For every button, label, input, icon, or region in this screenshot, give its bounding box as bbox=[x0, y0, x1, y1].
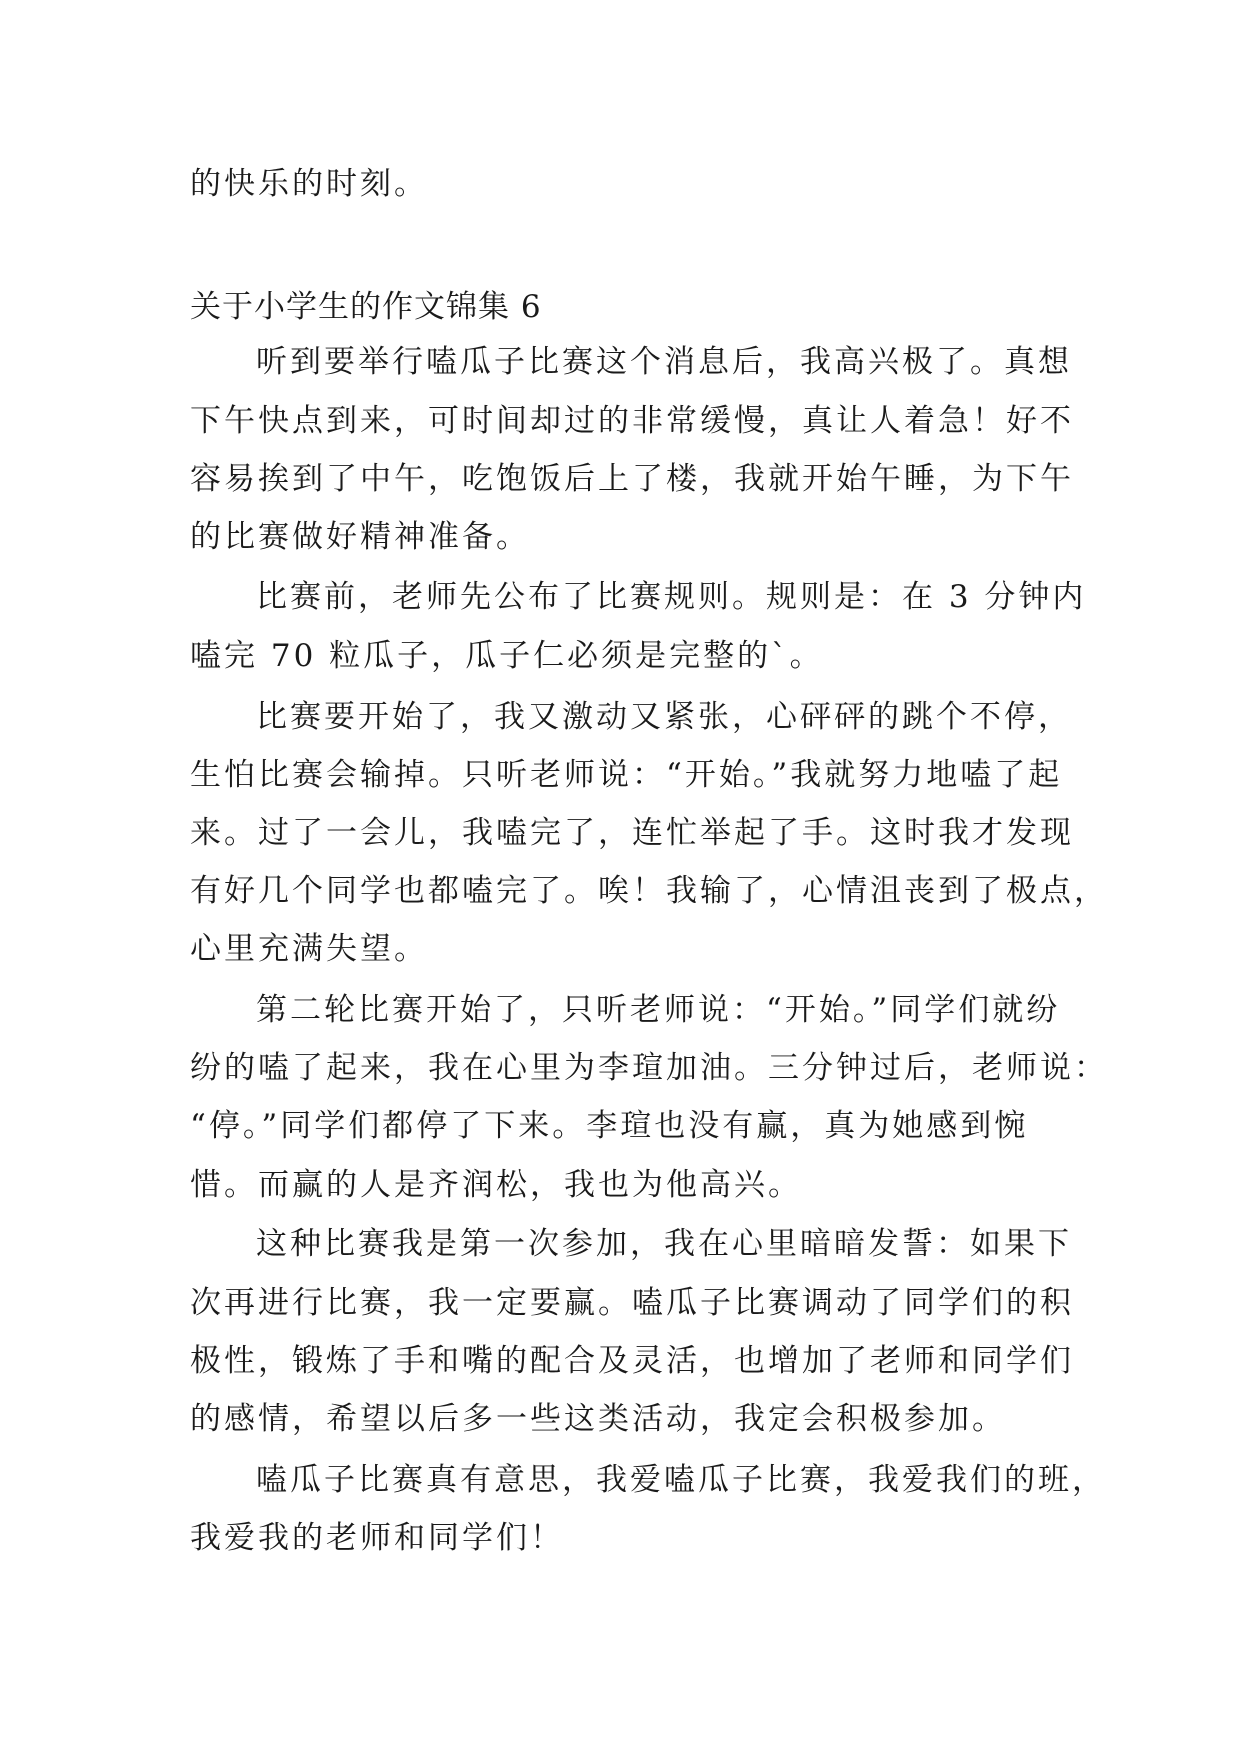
paragraph-line: 比赛要开始了，我又激动又紧张，心砰砰的跳个不停， bbox=[256, 699, 1072, 735]
paragraph-line: 惜。而赢的人是齐润松，我也为他高兴。 bbox=[190, 1167, 802, 1203]
paragraph-line: 的感情，希望以后多一些这类活动，我定会积极参加。 bbox=[190, 1401, 1006, 1437]
paragraph-line: 我爱我的老师和同学们！ bbox=[190, 1520, 564, 1556]
paragraph-line: 容易挨到了中午，吃饱饭后上了楼，我就开始午睡，为下午 bbox=[190, 461, 1074, 497]
paragraph-line: 纷的嗑了起来，我在心里为李瑄加油。三分钟过后，老师说： bbox=[190, 1050, 1108, 1086]
paragraph-line: 的比赛做好精神准备。 bbox=[190, 519, 530, 555]
paragraph-line: 极性，锻炼了手和嘴的配合及灵活，也增加了老师和同学们 bbox=[190, 1343, 1074, 1379]
paragraph-line: 生怕比赛会输掉。只听老师说：“开始。”我就努力地嗑了起 bbox=[190, 757, 1063, 793]
paragraph-line: 嗑瓜子比赛真有意思，我爱嗑瓜子比赛，我爱我们的班， bbox=[256, 1462, 1106, 1498]
essay-title: 关于小学生的作文锦集 6 bbox=[190, 289, 542, 325]
paragraph-line: 第二轮比赛开始了，只听老师说：“开始。”同学们就纷 bbox=[256, 992, 1061, 1028]
paragraph-line: “停。”同学们都停了下来。李瑄也没有赢，真为她感到惋 bbox=[190, 1108, 1029, 1144]
paragraph-line: 次再进行比赛，我一定要赢。嗑瓜子比赛调动了同学们的积 bbox=[190, 1285, 1074, 1321]
paragraph-line: 嗑完 70 粒瓜子，瓜子仁必须是完整的`。 bbox=[190, 638, 824, 674]
paragraph-line: 来。过了一会儿，我嗑完了，连忙举起了手。这时我才发现 bbox=[190, 815, 1074, 851]
paragraph-line: 有好几个同学也都嗑完了。唉！我输了，心情沮丧到了极点， bbox=[190, 873, 1108, 909]
paragraph-line: 比赛前，老师先公布了比赛规则。规则是：在 3 分钟内 bbox=[256, 579, 1087, 615]
paragraph-line: 的快乐的时刻。 bbox=[190, 166, 428, 202]
paragraph-line: 下午快点到来，可时间却过的非常缓慢，真让人着急！好不 bbox=[190, 403, 1074, 439]
paragraph-line: 心里充满失望。 bbox=[190, 931, 428, 967]
paragraph-line: 听到要举行嗑瓜子比赛这个消息后，我高兴极了。真想 bbox=[256, 344, 1072, 380]
paragraph-line: 这种比赛我是第一次参加，我在心里暗暗发誓：如果下 bbox=[256, 1226, 1072, 1262]
